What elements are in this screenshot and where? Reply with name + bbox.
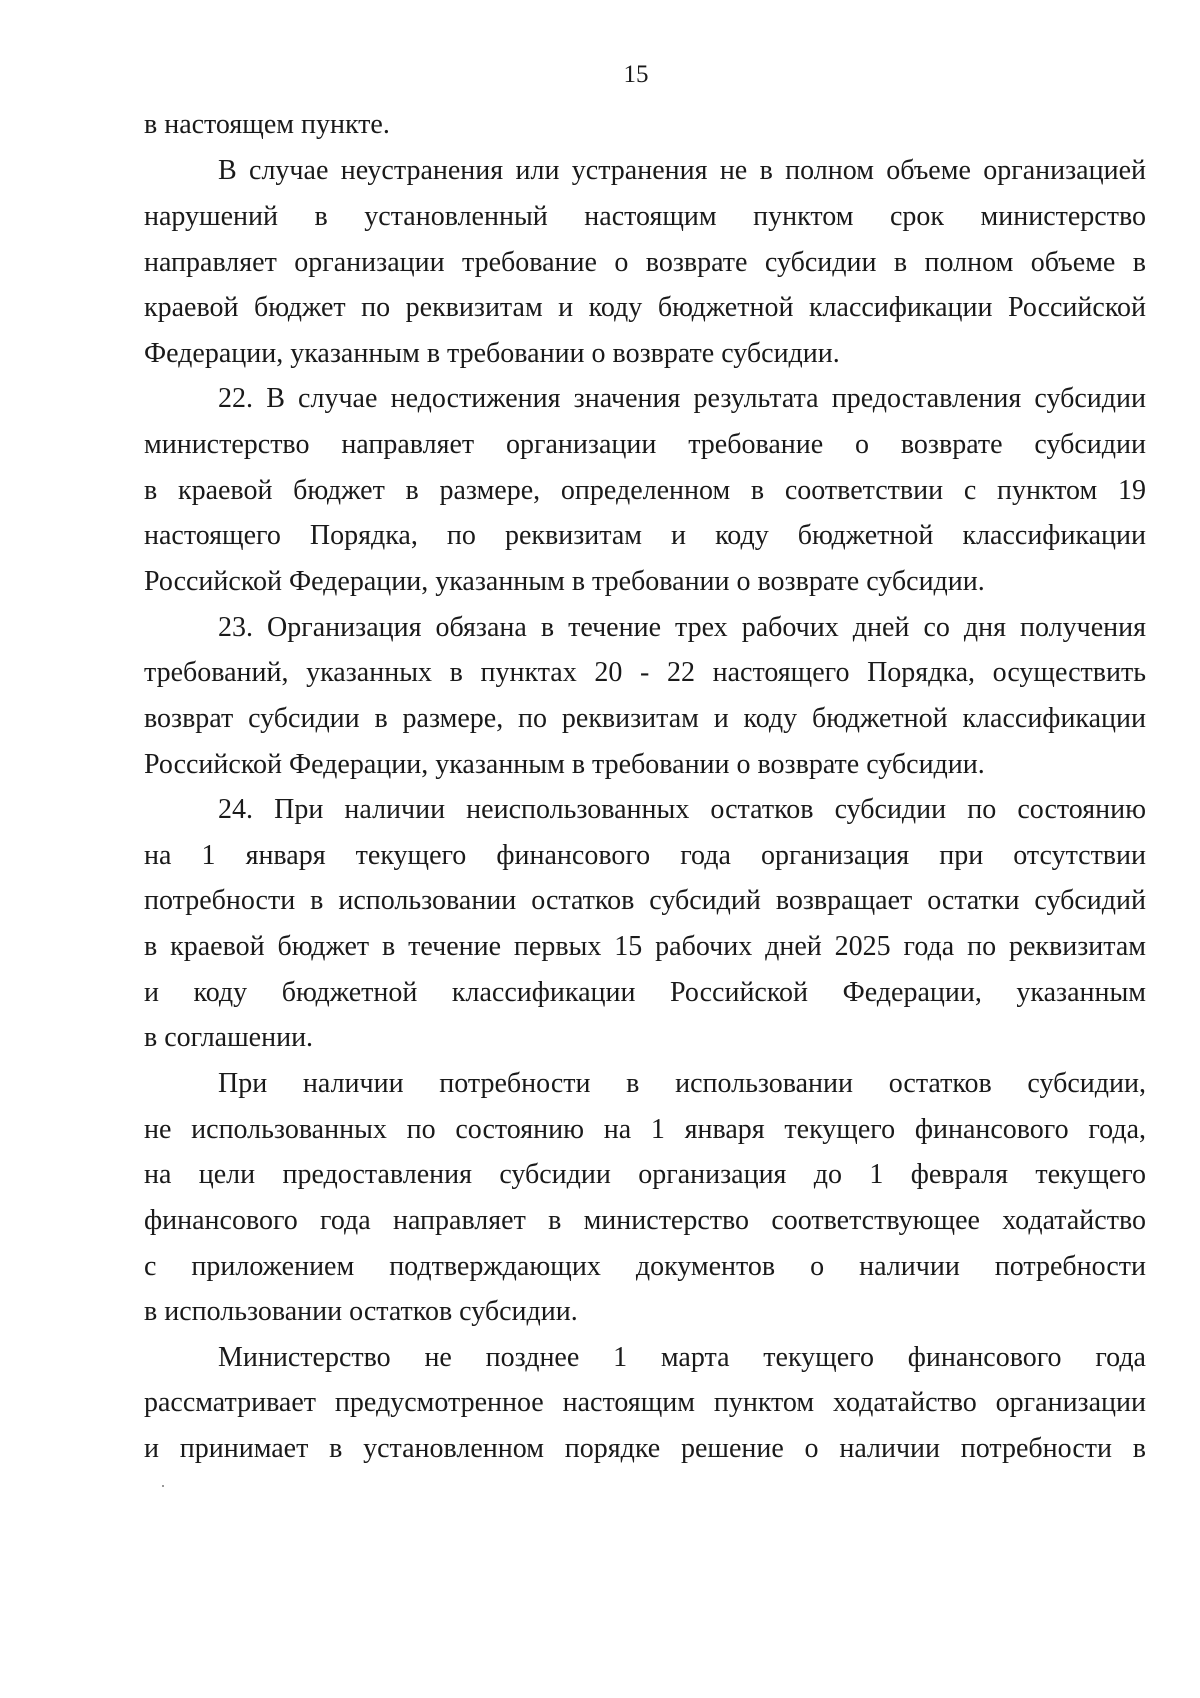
text-line: в настоящем пункте.: [144, 109, 390, 140]
text-line: Российской Федерации, указанным в требовании о возврате субсидии.: [144, 749, 985, 780]
text-line: 22. В случае недостижения значения результата предоставления субсидии: [218, 383, 1146, 414]
text-line: рассматривает предусмотренное настоящим пунктом ходатайство организации: [144, 1387, 1146, 1418]
text-line: в соглашении.: [144, 1022, 314, 1053]
text-line: и коду бюджетной классификации Российской Федерации, указанным: [144, 977, 1146, 1008]
text-line: в краевой бюджет в размере, определенном в соответствии с пунктом 19: [144, 475, 1146, 506]
text-line: нарушений в установленный настоящим пунктом срок министерство: [144, 201, 1146, 232]
text-line: финансового года направляет в министерство соответствующее ходатайство: [144, 1205, 1146, 1236]
text-line: в краевой бюджет в течение первых 15 рабочих дней 2025 года по реквизитам: [144, 931, 1146, 962]
text-line: Федерации, указанным в требовании о возврате субсидии.: [144, 338, 840, 369]
text-line: на цели предоставления субсидии организация до 1 февраля текущего: [144, 1159, 1146, 1190]
text-line: требований, указанных в пунктах 20 - 22 настоящего Порядка, осуществить: [144, 657, 1146, 688]
text-line: министерство направляет организации требование о возврате субсидии: [144, 429, 1146, 460]
text-line: не использованных по состоянию на 1 января текущего финансового года,: [144, 1114, 1146, 1145]
page-number: 15: [623, 61, 649, 88]
text-line: и принимает в установленном порядке решение о наличии потребности в: [144, 1433, 1146, 1464]
scan-speck: [162, 1485, 164, 1487]
text-line: настоящего Порядка, по реквизитам и коду бюджетной классификации: [144, 520, 1146, 551]
text-line: с приложением подтверждающих документов о наличии потребности: [144, 1251, 1146, 1282]
text-line: направляет организации требование о возврате субсидии в полном объеме в: [144, 247, 1146, 278]
text-line: 23. Организация обязана в течение трех рабочих дней со дня получения: [218, 612, 1146, 643]
text-line: потребности в использовании остатков субсидий возвращает остатки субсидий: [144, 885, 1146, 916]
text-line: Министерство не позднее 1 марта текущего финансового года: [218, 1342, 1146, 1373]
text-line: в использовании остатков субсидии.: [144, 1296, 578, 1327]
text-line: При наличии потребности в использовании остатков субсидии,: [218, 1068, 1146, 1099]
text-line: Российской Федерации, указанным в требовании о возврате субсидии.: [144, 566, 985, 597]
text-line: на 1 января текущего финансового года организация при отсутствии: [144, 840, 1146, 871]
text-line: возврат субсидии в размере, по реквизитам и коду бюджетной классификации: [144, 703, 1146, 734]
text-line: краевой бюджет по реквизитам и коду бюджетной классификации Российской: [144, 292, 1146, 323]
text-line: В случае неустранения или устранения не в полном объеме организацией: [218, 155, 1146, 186]
text-line: 24. При наличии неиспользованных остатков субсидии по состоянию: [218, 794, 1146, 825]
